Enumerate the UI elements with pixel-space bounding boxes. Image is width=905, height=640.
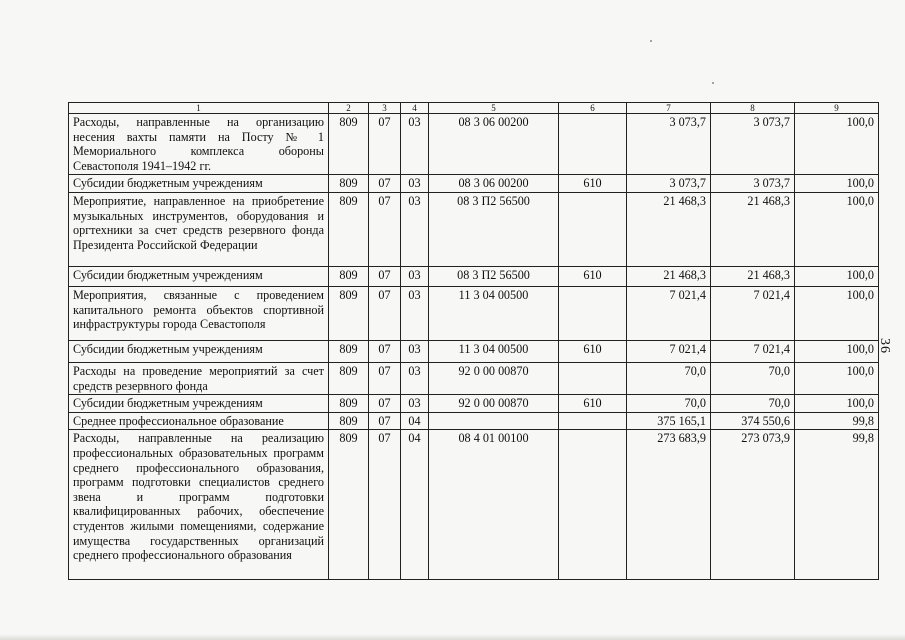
expense-type-code: 610 — [559, 266, 627, 286]
expense-type-code: 610 — [559, 395, 627, 413]
target-item-code — [429, 412, 559, 430]
target-item-code: 08 3 06 00200 — [429, 175, 559, 193]
planned-amount: 3 073,7 — [627, 175, 711, 193]
expense-name: Субсидии бюджетным учреждениям — [69, 175, 329, 193]
execution-percent: 100,0 — [795, 114, 879, 175]
planned-amount: 70,0 — [627, 395, 711, 413]
section-code: 07 — [369, 340, 401, 362]
planned-amount: 273 683,9 — [627, 430, 711, 580]
expense-type-code — [559, 430, 627, 580]
section-code: 07 — [369, 175, 401, 193]
table-row — [69, 192, 879, 266]
ministry-code: 809 — [329, 286, 369, 340]
subsection-code: 03 — [401, 266, 429, 286]
ministry-code: 809 — [329, 430, 369, 580]
planned-amount: 70,0 — [627, 362, 711, 394]
executed-amount: 7 021,4 — [711, 340, 795, 362]
executed-amount: 374 550,6 — [711, 412, 795, 430]
expense-name: Расходы, направленные на организацию несения вахты памяти на Посту № 1 Мемориального комплекса обороны Севастополя 1941–1942 гг. — [69, 114, 329, 175]
target-item-code: 08 3 П2 56500 — [429, 192, 559, 266]
page-number: 36 — [877, 338, 892, 354]
ministry-code: 809 — [329, 395, 369, 413]
section-code: 07 — [369, 266, 401, 286]
column-number: 2 — [329, 103, 369, 114]
section-code: 07 — [369, 412, 401, 430]
subsection-code: 03 — [401, 175, 429, 193]
execution-percent: 100,0 — [795, 286, 879, 340]
expense-name: Мероприятия, связанные с проведением капитального ремонта объектов спортивной инфраструктуры города Севастополя — [69, 286, 329, 340]
executed-amount: 70,0 — [711, 362, 795, 394]
expense-name: Среднее профессиональное образование — [69, 412, 329, 430]
section-code: 07 — [369, 430, 401, 580]
expense-name: Субсидии бюджетным учреждениям — [69, 340, 329, 362]
section-code: 07 — [369, 192, 401, 266]
executed-amount: 21 468,3 — [711, 266, 795, 286]
ministry-code: 809 — [329, 192, 369, 266]
column-number: 5 — [429, 103, 559, 114]
expense-type-code — [559, 114, 627, 175]
column-number-row — [69, 103, 879, 114]
column-number: 1 — [69, 103, 329, 114]
section-code: 07 — [369, 362, 401, 394]
target-item-code: 11 3 04 00500 — [429, 340, 559, 362]
execution-percent: 100,0 — [795, 175, 879, 193]
target-item-code: 92 0 00 00870 — [429, 395, 559, 413]
planned-amount: 375 165,1 — [627, 412, 711, 430]
executed-amount: 3 073,7 — [711, 114, 795, 175]
executed-amount: 273 073,9 — [711, 430, 795, 580]
scan-bottom-edge — [0, 634, 905, 640]
subsection-code: 03 — [401, 114, 429, 175]
subsection-code: 03 — [401, 395, 429, 413]
executed-amount: 3 073,7 — [711, 175, 795, 193]
table-row — [69, 340, 879, 362]
ministry-code: 809 — [329, 114, 369, 175]
execution-percent: 100,0 — [795, 362, 879, 394]
scan-speck — [650, 40, 652, 42]
subsection-code: 04 — [401, 412, 429, 430]
target-item-code: 08 3 06 00200 — [429, 114, 559, 175]
column-number: 9 — [795, 103, 879, 114]
expense-name: Мероприятие, направленное на приобретение музыкальных инструментов, оборудования и оргтехники за счет средств резервного фонда Президента Российской Федерации — [69, 192, 329, 266]
execution-percent: 100,0 — [795, 266, 879, 286]
expense-name: Субсидии бюджетным учреждениям — [69, 395, 329, 413]
execution-percent: 99,8 — [795, 412, 879, 430]
column-number: 8 — [711, 103, 795, 114]
table-row — [69, 266, 879, 286]
planned-amount: 7 021,4 — [627, 340, 711, 362]
planned-amount: 21 468,3 — [627, 192, 711, 266]
execution-percent: 100,0 — [795, 395, 879, 413]
table-row — [69, 430, 879, 580]
expense-name: Расходы на проведение мероприятий за счет средств резервного фонда — [69, 362, 329, 394]
planned-amount: 21 468,3 — [627, 266, 711, 286]
table-row — [69, 286, 879, 340]
expense-type-code: 610 — [559, 175, 627, 193]
expense-name: Расходы, направленные на реализацию профессиональных образовательных программ среднего профессионального образования, программ подготовки специалистов среднего звена и программ подготовки квалифицированных рабочих, обеспечение студентов жилыми помещениями, содержание имущества государственных организаций среднего профессионального образования — [69, 430, 329, 580]
ministry-code: 809 — [329, 362, 369, 394]
expense-type-code — [559, 286, 627, 340]
expense-type-code: 610 — [559, 340, 627, 362]
table-row — [69, 412, 879, 430]
section-code: 07 — [369, 286, 401, 340]
expense-type-code — [559, 412, 627, 430]
table-row — [69, 395, 879, 413]
expense-name: Субсидии бюджетным учреждениям — [69, 266, 329, 286]
section-code: 07 — [369, 114, 401, 175]
subsection-code: 03 — [401, 362, 429, 394]
subsection-code: 03 — [401, 192, 429, 266]
budget-table — [68, 102, 879, 580]
execution-percent: 99,8 — [795, 430, 879, 580]
executed-amount: 21 468,3 — [711, 192, 795, 266]
column-number: 4 — [401, 103, 429, 114]
table-row — [69, 362, 879, 394]
target-item-code: 11 3 04 00500 — [429, 286, 559, 340]
table-row — [69, 175, 879, 193]
column-number: 6 — [559, 103, 627, 114]
execution-percent: 100,0 — [795, 192, 879, 266]
subsection-code: 03 — [401, 286, 429, 340]
planned-amount: 7 021,4 — [627, 286, 711, 340]
subsection-code: 03 — [401, 340, 429, 362]
column-number: 3 — [369, 103, 401, 114]
column-number: 7 — [627, 103, 711, 114]
planned-amount: 3 073,7 — [627, 114, 711, 175]
expense-type-code — [559, 362, 627, 394]
execution-percent: 100,0 — [795, 340, 879, 362]
ministry-code: 809 — [329, 175, 369, 193]
expense-type-code — [559, 192, 627, 266]
ministry-code: 809 — [329, 340, 369, 362]
target-item-code: 92 0 00 00870 — [429, 362, 559, 394]
section-code: 07 — [369, 395, 401, 413]
target-item-code: 08 4 01 00100 — [429, 430, 559, 580]
table-row — [69, 114, 879, 175]
executed-amount: 70,0 — [711, 395, 795, 413]
executed-amount: 7 021,4 — [711, 286, 795, 340]
subsection-code: 04 — [401, 430, 429, 580]
scan-speck — [712, 82, 714, 84]
ministry-code: 809 — [329, 266, 369, 286]
target-item-code: 08 3 П2 56500 — [429, 266, 559, 286]
ministry-code: 809 — [329, 412, 369, 430]
